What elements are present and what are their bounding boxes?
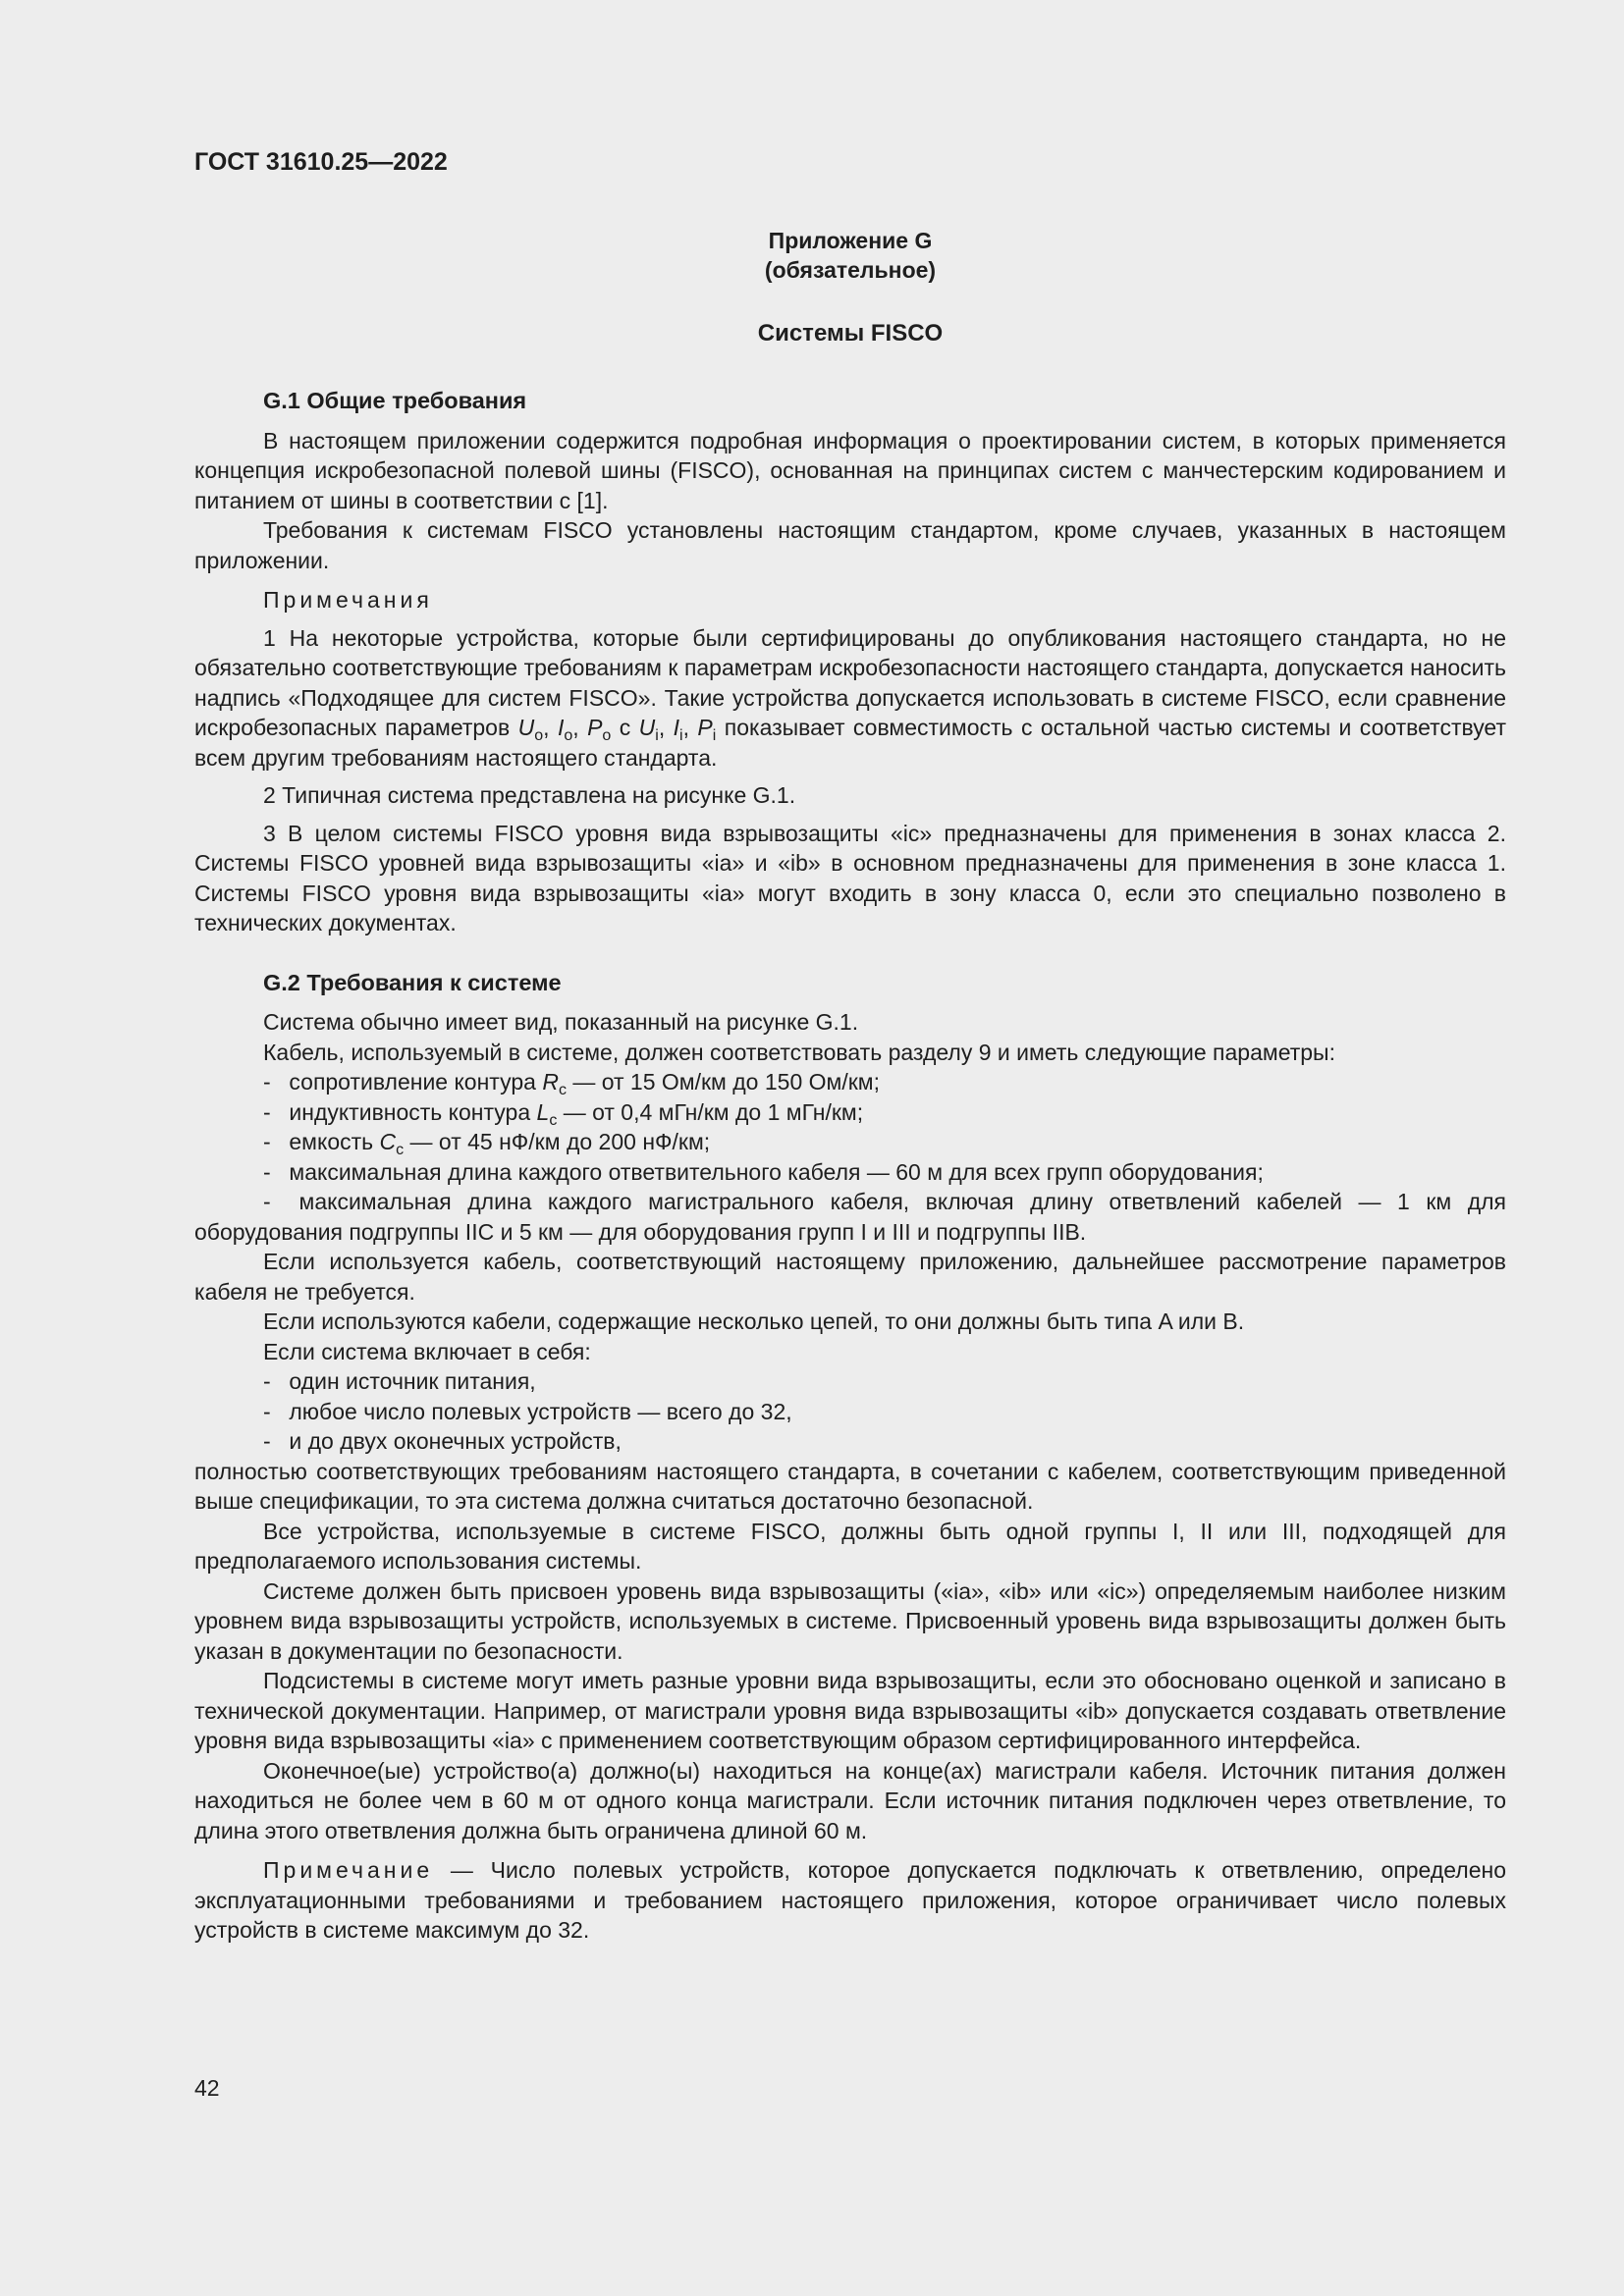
document-body [194,386,1506,1946]
g2-paragraph-3: Если используется кабель, соответствующий настоящему приложению, дальнейшее рассмотрение параметров кабеля не требуется. [194,1249,1506,1305]
section-g2-heading: G.2 Требования к системе [263,969,562,995]
list-item: - и до двух оконечных устройств, [263,1428,622,1454]
g2-paragraph-7: Все устройства, используемые в системе FISCO, должны быть одной группы I, II или III, подходящей для предполагаемого использования системы. [194,1518,1506,1574]
g1-paragraph-2: Требования к системам FISCO установлены настоящим стандартом, кроме случаев, указанных в настоящем приложении. [194,517,1506,573]
g1-notes-label: Примечания [263,587,433,613]
g2-note [194,1855,1506,1946]
page-number: 42 [194,2075,220,2101]
g2-paragraph-10: Оконечное(ые) устройство(а) должно(ы) находиться на конце(ах) магистрали кабеля. Источник питания должен находиться не более чем в 60 м от одного конца магистрали. Если источник питания подключен через ответвление, то длина этого ответвления должна быть ограничена длиной 60 м. [194,1757,1506,1843]
g2-paragraph-2: Кабель, используемый в системе, должен соответствовать разделу 9 и иметь следующие параметры: [263,1039,1335,1065]
g1-paragraph-1: В настоящем приложении содержится подробная информация о проектировании систем, в которых применяется концепция искробезопасной полевой шины (FISCO), основанная на принципах систем с манчестерским кодированием и питанием от шины в соответствии с [1]. [194,427,1506,513]
list-item: - максимальная длина каждого ответвительного кабеля — 60 м для всех групп оборудования; [263,1158,1264,1185]
g2-paragraph-6: полностью соответствующих требованиям настоящего стандарта, в сочетании с кабелем, соответствующим приведенной выше спецификации, то эта система должна считаться достаточно безопасной. [194,1458,1506,1514]
annex-title: Приложение G [768,228,933,253]
note-1-text-a: 1 На некоторые устройства, которые были сертифицированы до опубликования настоящего стандарта, но не обязательно соответствующие требованиям к параметрам искробезопасности настоящего стандарта, допускается наносить надпись «Подходящее для систем FISCO». Такие устройства допускается использовать в системе FISCO, если сравнение искробезопасных параметров [194,624,1506,740]
list-item: - любое число полевых устройств — всего до 32, [263,1398,792,1424]
note-1-text-b: показывает совместимость с остальной частью системы и соответствует всем другим требованиям настоящего стандарта. [194,715,1506,771]
annex-name: Системы FISCO [757,320,944,347]
list-item: - один источник питания, [263,1368,536,1394]
annex-status: (обязательное) [764,257,937,283]
note-label: Примечание [263,1857,434,1883]
g1-note-1: 1 На некоторые устройства, которые были сертифицированы до опубликования настоящего стандарта, но не обязательно соответствующие требованиям к параметрам искробезопасности настоящего стандарта, допускается наносить надпись «Подходящее для систем FISCO». Такие устройства допускается использовать в системе FISCO, если сравнение искробезопасных параметров $U_o$, $I_o$, $P_o$ с $U_i$, $I_i$, $P_i$ показывает совместимость с остальной частью системы и соответствует всем другим требованиям настоящего стандарта. [194,624,1506,771]
g2-paragraph-8: Системе должен быть присвоен уровень вида взрывозащиты («ia», «ib» или «ic») определяемым наиболее низким уровнем вида взрывозащиты устройств, используемых в системе. Присвоенный уровень вида взрывозащиты должен быть указан в документации по безопасности. [194,1577,1506,1664]
g1-note-3: 3 В целом системы FISCO уровня вида взрывозащиты «ic» предназначены для применения в зонах класса 2. Системы FISCO уровней вида взрывозащиты «ia» и «ib» в основном предназначены для применения в зоне класса 1. Системы FISCO уровня вида взрывозащиты «ia» могут входить в зону класса 0, если это специально позволено в технических документах. [194,820,1506,935]
g2-paragraph-1: Система обычно имеет вид, показанный на рисунке G.1. [263,1009,859,1035]
list-item: - емкость $C_c$ — от 45 нФ/км до 200 нФ/км; [263,1129,711,1158]
g2-paragraph-5: Если система включает в себя: [263,1338,591,1364]
g2-paragraph-4: Если используются кабели, содержащие несколько цепей, то они должны быть типа A или B. [263,1308,1245,1334]
list-item: - индуктивность контура $L_c$ — от 0,4 мГн/км до 1 мГн/км; [263,1098,864,1129]
list-item: - сопротивление контура $R_c$ — от 15 Ом/км до 150 Ом/км; [263,1069,880,1098]
g1-note-2: 2 Типичная система представлена на рисунке G.1. [263,782,796,808]
g2-paragraph-9: Подсистемы в системе могут иметь разные уровни вида взрывозащиты, если это обосновано оценкой и записано в технической документации. Например, от магистрали уровня вида взрывозащиты «ib» допускается создавать ответвление уровня вида взрывозащиты «ia» с применением соответствующим образом сертифицированного интерфейса. [194,1668,1506,1753]
standard-code: ГОСТ 31610.25—2022 [194,148,448,176]
section-g1-heading: G.1 Общие требования [263,388,527,413]
list-item: - максимальная длина каждого магистрального кабеля, включая длину ответвлений кабелей — 1 км для оборудования подгруппы IIC и 5 км — для оборудования групп I и III и подгруппы IIB. [194,1189,1506,1245]
note-text: — Число полевых устройств, которое допускается подключать к ответвлению, определено эксплуатационными требованиями и требованием настоящего приложения, которое ограничивает число полевых устройств в системе максимум до 32. [194,1857,1506,1943]
